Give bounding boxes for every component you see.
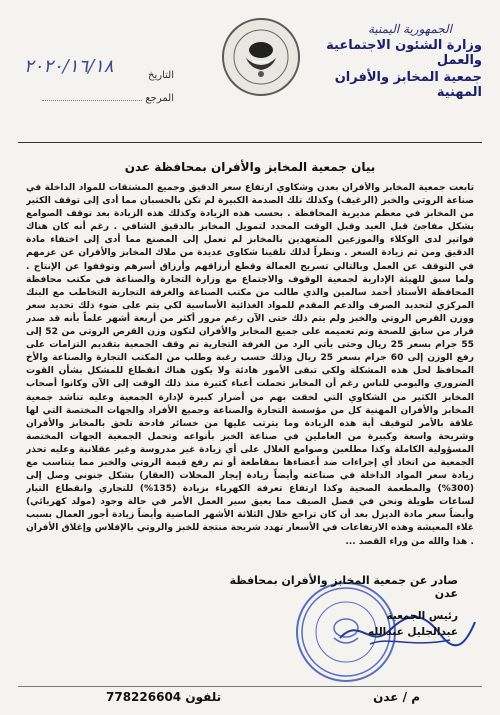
reference-label: المرجع [145,93,174,104]
letter-meta [24,56,174,114]
date-value: ٢٠٢٠/١٦/١٨ [24,56,114,77]
signer-title: رئيس الجمعية [386,610,458,622]
ministry-name: وزارة الشئون الاجتماعية والعمل [326,38,482,68]
bakery-emblem-icon [232,28,290,86]
republic-name: الجمهورية اليمنية [367,22,452,36]
statement-title: بيان جمعية المخابز والأفران بمحافظة عدن [124,160,376,174]
letterhead-right [322,22,482,100]
footer-divider [18,686,482,687]
reference-row [24,92,174,114]
reference-blank [42,92,142,101]
date-row [24,56,174,92]
signer-name: عبدالجليل عبدالله [368,626,458,638]
association-name: جمعية المخابز والأفران المهنية [334,70,482,100]
header-divider [18,142,482,143]
issuer-line: صادر عن جمعية المخابز والأفران بمحافظة عدن [229,574,458,600]
statement-body: تابعت جمعية المخابز والأفران بعدن وشكاوي ارتفاع سعر الدقيق وجميع المشتقات للمواد الداخلة في صناعة الروتي والخبز (الرغيف) وكذلك تلك الصدمة الكبيرة لم تكن بالحسبان مما أدى إلى توقف الكثير من المخابز في معظم مديرية المحافظة . بحسب هذه الزيادة وكذلك هذه الزيادة بعد توقف الصوامع بشكل مفاجئ قبل العيد وقبل الوقت المحدد لتمويل المخابز بالدقيق الشافي . رغم أنه كان هناك فواتير لدى الوكلاء والموزعين المتعهدين بالمخابز لم تعمل إلى المصنع مما أدى إلى اختفاء مادة الدقيق ومن ثم زيادة السعر . ونظراً لذلك تلقينا شكاوى عديدة من ملاك المخابز والأفران عن عزمهم في التوقف عن العمل وبالتالي تسريح العمالة وقطع أرزاقهم وأرزاق أسرهم وتوقفوا عن الإنتاج . ولما سبق للهيئة الإدارية لجمعية الوقوف والاجتماع مع وزارة التجارة والصناعة في مكتب محافظة المحافظة الأستاذ أحمد سالمين والذي طالب من مكتب الصناعة والغرفة التجارية التخاطب مع البنك المركزي لتحديد الصرف والدعم المقدم للمواد الغذائية الأساسية لكي يتم على ضوء ذلك تحديد سعر ووزن القرص الروتي والخبز ولم يتم ذلك حتى الآن رغم مرور أكثر من أربعة أشهر علماً بأنه قد صدر قرار من سابق للصحة وتم تعميمه على جميع المخابز والأفران لتكون وزن القرص الروتي من 52 إلى 55 جرام بسعر 25 ريال وحتى يأتي الرد من الغرفة التجارية تم وقف الجمعية بتقديم التزامات على رفع الوزن إلى 60 جرام بسعر 25 ريال وذلك حسب رغبة وطلب من المكتب التجارة والصناعة والأخ المحافظ لحل هذه المشكلة ولكي تبقى الأمور هادئة ولا يكون هناك انقطاع للمشكل بشأن القوت الضروري واليومي للناس رغم أن المخابز تحملت أعباء كثيرة منذ ذلك الوقت إلى الآن وكانوا أصحاب المخابز الكثير من الشكاوي التي لحقت بهم من أضرار كبيرة لإدارة الجمعية وعليه تناشد جمعية المخابز والأفران المهنية كل من مؤسسة التجارة والصناعة وجميع الأفراد والجهات المختصة التي لها علاقة بالأمر لتوقيف أية هذه الزيادة وما يترتب عليها من خسائر فادحة تلحق بالمخابز والأفران وشريحة واسعة وكبيرة من العاملين في صناعة الخبز بأنواعه وتحمل الجمعية الجهات المختصة المسؤولية الكاملة وكذا مطلعين وصوامع الغلال على أي زيادة غير مدروسة وغير عقلانية وعليه تحذر الجمعية من اتخاذ أي إجراءات ضد أعضاءها بمقاطعة أو تم رفع قيمة الروتي والخبز مما يتناسب مع زيادة سعر المواد الداخلة في صناعته وأيضاً زيادة إيجار المحلات (العقار) بشكل جنوني وصل إلى (300%) والمطعمة الصحية وكذا ارتفاع تعرفة الكهرباء بزيادة (135%) للتجاري وانقطاع التيار لساعات طويلة ونحن في فصل الصيف مما يعيق سير العمل الأمر في حالة وجود (مولد كهربائي) وأيضاً سعر مادة الديزل بعد أن كان تراجع خلال الثلاثة الأشهر الماضية وأيضاً زيادة أجور العمال بسبب غلاء المعيشة وهذه الارتفاعات في الأسعار تهدد شريحة منتجة للخبز والروتي بالإفلاس وإغلاق الأفران . هذا والله من وراء القصد ... [26,183,474,547]
phone-number: تلفون 778226604 [106,690,222,704]
association-logo [222,18,300,96]
address: م / عدن [373,690,420,704]
signature-block [218,574,458,638]
letter-footer [20,690,480,710]
date-label: التاريخ [148,70,174,81]
